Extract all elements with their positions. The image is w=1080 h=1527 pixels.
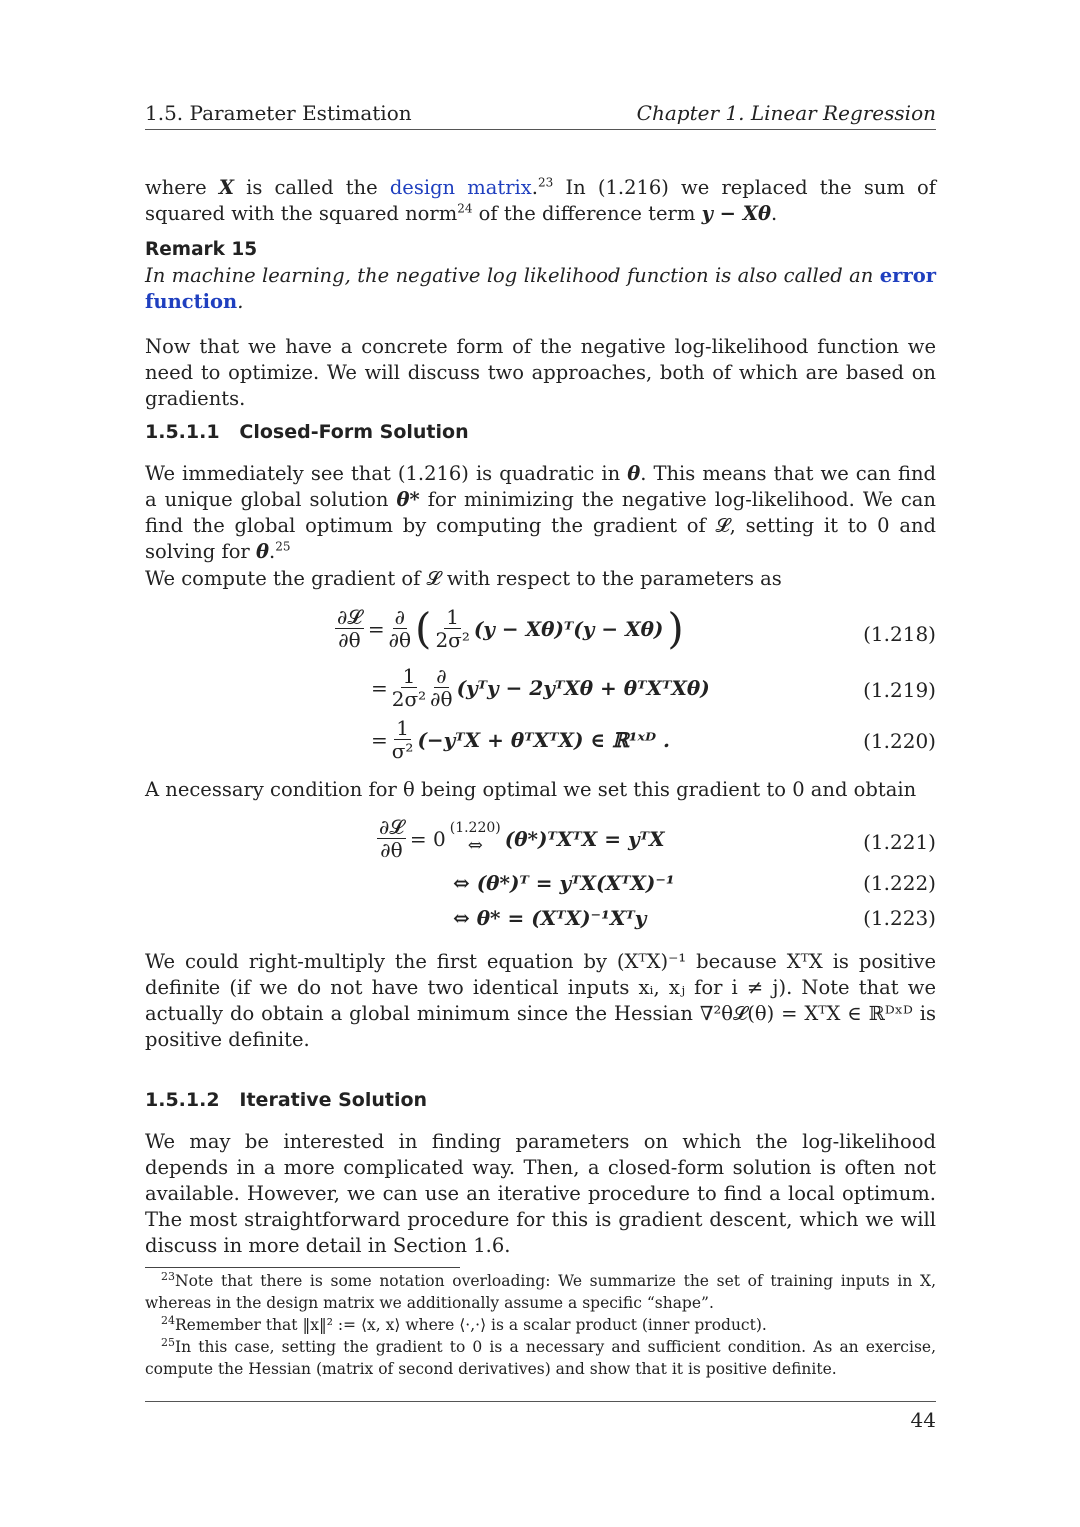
- equation-1-220: = $\frac{1}{\text{σ²}}$ (−yᵀX + θᵀXᵀX) ∈ ℝ¹ˣᴰ . (1.220): [371, 716, 936, 763]
- text: for minimizing the negative log-likelihood. We can find the global optimum by computing the gradient of 𝓛, setting it to 0 and solving for: [145, 488, 936, 563]
- equation-1-219: = $\frac{1}{\text{2σ²}}$ $\frac{\partial}{\partial\theta}$ (yᵀy − 2yᵀXθ + θᵀXᵀXθ) (1.219): [371, 664, 936, 711]
- page-number: 44: [910, 1408, 936, 1432]
- equation-number: (1.218): [863, 622, 936, 646]
- fraction: $\frac{\partial}{\partial\theta}$: [388, 605, 412, 652]
- footnote-23: $^{23}$Note that there is some notation overloading: We summarize the set of training inputs in X, whereas in the design matrix we additionally assume a specific “shape”.: [145, 1269, 936, 1312]
- footnote-25: $^{25}$In this case, setting the gradient to 0 is a necessary and sufficient condition. As an exercise, compute the Hessian (matrix of second derivatives) and show that it is positive definite.: [145, 1335, 936, 1378]
- equation-number: (1.221): [863, 830, 936, 854]
- equation-1-221: $\frac{\text{∂𝓛}}{\partial\theta}$ = 0 (1.220) ⇔ (θ*)ᵀXᵀX = yᵀX (1.221): [379, 815, 936, 862]
- equation-number: (1.220): [863, 729, 936, 753]
- text: is called the: [233, 176, 390, 199]
- equation-number: (1.222): [863, 871, 936, 895]
- footnote-ref-25[interactable]: 25: [275, 539, 291, 554]
- link-error-function[interactable]: error function: [145, 264, 936, 313]
- paragraph-quadratic: [145, 461, 936, 565]
- remark: [145, 237, 936, 315]
- text: We immediately see that (1.216) is quadratic in: [145, 462, 628, 485]
- section-heading-iterative: [145, 1087, 936, 1113]
- math: ⇔ θ* = (XᵀX)⁻¹Xᵀy: [453, 906, 647, 930]
- running-header: [145, 101, 936, 130]
- section-number: 1.5.1.1: [145, 421, 220, 443]
- section-title: Closed-Form Solution: [239, 421, 469, 443]
- text: .: [268, 540, 276, 563]
- text: In (1.216) we replaced the sum of squared with the squared norm: [145, 176, 937, 225]
- math: ⇔ (θ*)ᵀ = yᵀX(XᵀX)⁻¹: [453, 871, 675, 895]
- fraction: $\frac{\text{∂𝓛}}{\partial\theta}$: [337, 605, 362, 652]
- math: θ: [627, 462, 641, 485]
- equation-number: (1.219): [863, 678, 936, 702]
- section-title: Iterative Solution: [239, 1089, 428, 1111]
- math: y − Xθ: [701, 202, 771, 225]
- section-number: 1.5.1.2: [145, 1089, 220, 1111]
- math: (yᵀy − 2yᵀXθ + θᵀXᵀXθ): [456, 675, 710, 700]
- math: (−yᵀX + θᵀXᵀX) ∈ ℝ¹ˣᴰ .: [417, 727, 670, 752]
- equation-1-222: [145, 865, 936, 901]
- header-chapter: Chapter 1. Linear Regression: [636, 101, 936, 125]
- math: X: [218, 176, 234, 199]
- math: (θ*)ᵀXᵀX = yᵀX: [504, 826, 665, 851]
- equation-1-223: [145, 900, 936, 936]
- paragraph-positive-definite: We could right-multiply the first equation by (XᵀX)⁻¹ because XᵀX is positive definite (if we do not have two identical inputs xᵢ, xⱼ for i ≠ j). Note that we actually do obtain a global minimum since the Hessian ∇²θ𝓛(θ) = XᵀX ∈ ℝᴰˣᴰ is positive definite.: [145, 950, 936, 1051]
- text: .: [237, 290, 244, 313]
- paragraph-design-matrix: [145, 175, 936, 227]
- footer-rule: [145, 1401, 936, 1402]
- fraction: $\frac{1}{\text{2σ²}}$: [435, 605, 470, 652]
- math: θ: [255, 540, 269, 563]
- math: (y − Xθ)ᵀ(y − Xθ): [473, 616, 664, 641]
- math: θ*: [396, 488, 420, 511]
- paragraph-iterative: We may be interested in finding parameters on which the log-likelihood depends in a more complicated way. Then, a closed-form solution is often not available. However, we can use an iterative procedure to find a local optimum. The most straightforward procedure for this is gradient descent, which we will discuss in more detail in Section 1.6.: [145, 1130, 936, 1257]
- paragraph-intro: Now that we have a concrete form of the negative log-likelihood function we need to optimize. We will discuss two approaches, both of which are based on gradients.: [145, 335, 936, 410]
- header-section: 1.5. Parameter Estimation: [145, 101, 412, 125]
- paragraph-condition: A necessary condition for θ being optimal we set this gradient to 0 and obtain: [145, 778, 917, 801]
- section-heading-closed-form: [145, 419, 936, 445]
- footnote-rule: [145, 1267, 460, 1268]
- link-design-matrix[interactable]: design matrix: [389, 176, 532, 199]
- remark-text: In machine learning, the negative log likelihood function is also called an: [145, 264, 880, 287]
- footnote-ref-24[interactable]: 24: [457, 201, 473, 216]
- footnote-ref-23[interactable]: 23: [538, 175, 554, 190]
- text: . This means that we can find a unique global solution: [145, 462, 936, 511]
- text: where: [145, 176, 219, 199]
- text: .: [770, 202, 778, 225]
- equation-number: (1.223): [863, 906, 936, 930]
- footnote-24: $^{24}$Remember that ‖x‖² := ⟨x, x⟩ where ⟨·,·⟩ is a scalar product (inner product).: [161, 1313, 767, 1334]
- paragraph-gradient: We compute the gradient of 𝓛 with respect to the parameters as: [145, 567, 782, 590]
- text: of the difference term: [472, 202, 702, 225]
- equation-1-218: $\frac{\text{∂𝓛}}{\partial\theta}$ = $\frac{\partial}{\partial\theta}$ ( $\frac{1}{\text{2σ²}}$ (y − Xθ)ᵀ(y − Xθ) ) (1.218): [337, 603, 936, 653]
- remark-title: Remark 15: [145, 239, 258, 260]
- text: .: [531, 176, 538, 199]
